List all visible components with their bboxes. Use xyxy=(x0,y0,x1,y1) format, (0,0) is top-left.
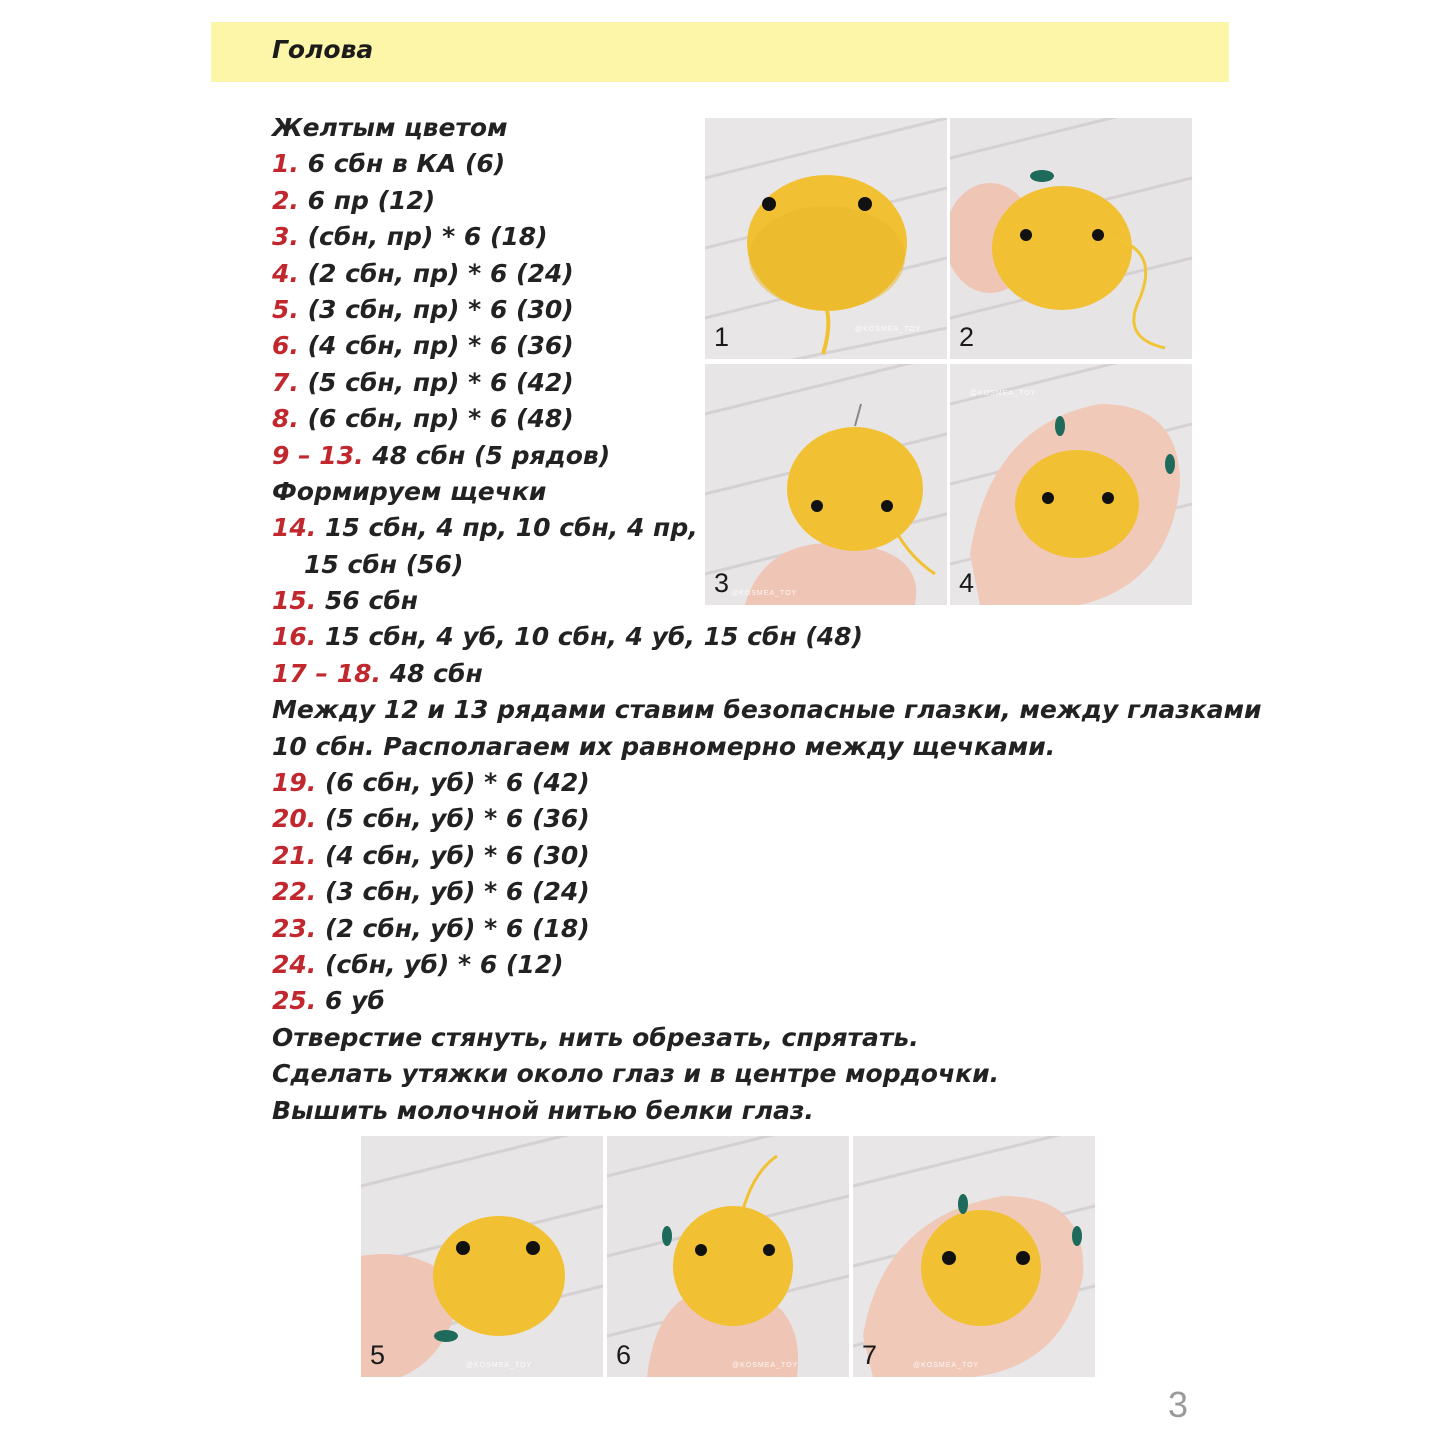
pattern-line: Формируем щечки xyxy=(272,476,547,506)
pattern-line: Сделать утяжки около глаз и в центре мордочки. xyxy=(272,1059,1000,1089)
photo-label: 3 xyxy=(714,568,730,598)
photo-watermark: @KOSMEA_TOY xyxy=(732,1362,799,1369)
pattern-line: 9 – 13. 48 сбн (5 рядов) xyxy=(272,440,611,470)
pattern-line: 1. 6 сбн в КА (6) xyxy=(272,149,506,179)
photo-label: 7 xyxy=(862,1340,878,1370)
pattern-line: 23. (2 сбн, уб) * 6 (18) xyxy=(272,913,590,943)
step-photo-6 xyxy=(607,1136,849,1377)
pattern-line: 2. 6 пр (12) xyxy=(272,185,436,215)
step-photo-1 xyxy=(705,118,947,359)
photo-label: 5 xyxy=(370,1340,386,1370)
pattern-line: 15. 56 сбн xyxy=(272,586,419,616)
pattern-line: Между 12 и 13 рядами ставим безопасные глазки, между глазками xyxy=(272,695,1262,725)
section-header xyxy=(211,22,1229,82)
pattern-line: 20. (5 сбн, уб) * 6 (36) xyxy=(272,804,590,834)
pattern-line: 22. (3 сбн, уб) * 6 (24) xyxy=(272,877,590,907)
photo-watermark: @KOSMEA_TOY xyxy=(855,326,922,333)
pattern-line: 8. (6 сбн, пр) * 6 (48) xyxy=(272,404,574,434)
pattern-line: 16. 15 сбн, 4 уб, 10 сбн, 4 уб, 15 сбн (48) xyxy=(272,622,863,652)
section-title: Голова xyxy=(272,35,374,64)
pattern-line: 15 сбн (56) xyxy=(304,549,464,579)
step-photo-5 xyxy=(361,1136,603,1377)
photo-label: 6 xyxy=(616,1340,632,1370)
pattern-line: 25. 6 уб xyxy=(272,986,385,1016)
photo-watermark: @KOSMEA_TOY xyxy=(731,590,798,597)
photo-watermark: @KOSMEA_TOY xyxy=(913,1362,980,1369)
step-photo-7 xyxy=(853,1136,1095,1377)
pattern-line: 14. 15 сбн, 4 пр, 10 сбн, 4 пр, xyxy=(272,513,698,543)
pattern-line: Желтым цветом xyxy=(272,113,508,142)
page-number: 3 xyxy=(1168,1384,1189,1425)
step-photo-4 xyxy=(950,364,1192,605)
photo-label: 2 xyxy=(959,322,975,352)
photo-watermark: @KOSMEA_TOY xyxy=(466,1362,533,1369)
photo-label: 1 xyxy=(714,322,730,352)
pattern-line: 19. (6 сбн, уб) * 6 (42) xyxy=(272,768,590,798)
pattern-line: Вышить молочной нитью белки глаз. xyxy=(272,1095,814,1125)
pattern-line: 3. (сбн, пр) * 6 (18) xyxy=(272,222,548,252)
pattern-line: Отверстие стянуть, нить обрезать, спрятать. xyxy=(272,1022,919,1052)
pattern-line: 10 сбн. Располагаем их равномерно между щечками. xyxy=(272,731,1056,761)
pattern-line: 24. (сбн, уб) * 6 (12) xyxy=(272,949,564,979)
pattern-line: 7. (5 сбн, пр) * 6 (42) xyxy=(272,367,574,397)
photo-label: 4 xyxy=(959,568,975,598)
pattern-line: 6. (4 сбн, пр) * 6 (36) xyxy=(272,331,574,361)
step-photo-2 xyxy=(950,118,1192,359)
photo-watermark: @KOSMEA_TOY xyxy=(970,390,1037,397)
pattern-line: 21. (4 сбн, уб) * 6 (30) xyxy=(272,840,590,870)
pattern-line: 5. (3 сбн, пр) * 6 (30) xyxy=(272,294,574,324)
pattern-line: 4. (2 сбн, пр) * 6 (24) xyxy=(272,258,574,288)
step-photo-3 xyxy=(705,364,947,605)
pattern-line: 17 – 18. 48 сбн xyxy=(272,658,483,688)
